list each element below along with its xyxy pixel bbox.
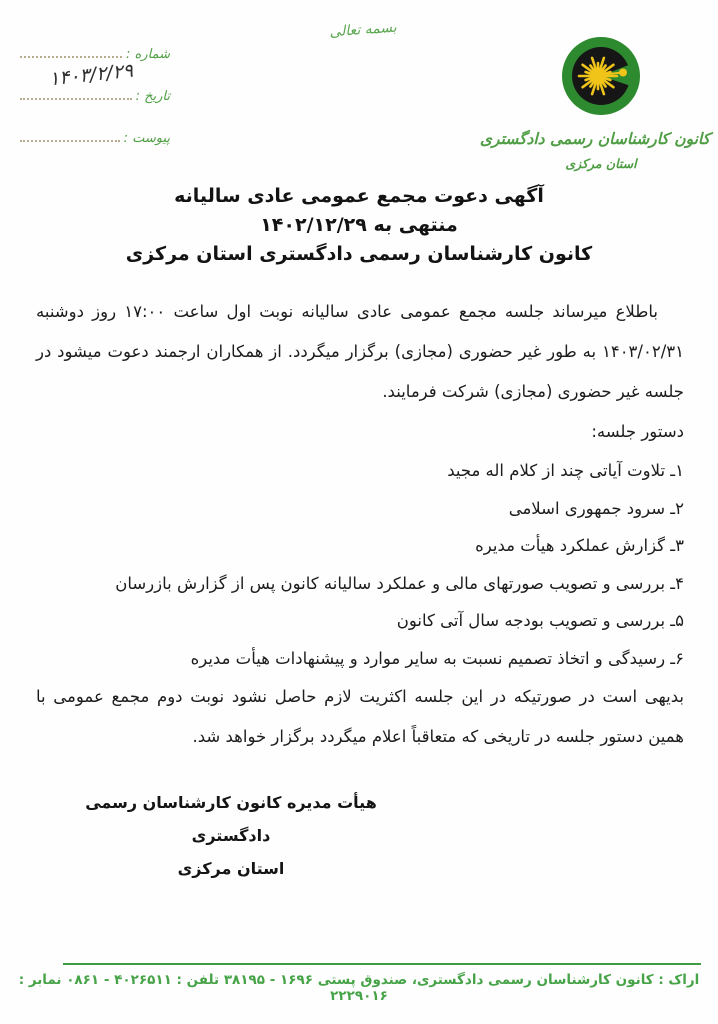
agenda-item: ۶ـ رسیدگی و اتخاذ تصمیم نسبت به سایر موارد و پیشنهادات هیأت مدیره [190, 648, 684, 668]
ref-attachment-dotted-line [20, 140, 120, 142]
ref-attachment-label: پیوست : [123, 131, 170, 146]
agenda-heading: دستور جلسه: [591, 422, 684, 441]
letter-body [36, 292, 684, 757]
closing-paragraph: بدیهی است در صورتیکه در این جلسه اکثریت لازم حاصل نشود نوبت دوم مجمع عمومی با همین دستور جلسه در تاریخی که متعاقباً اعلام میگردد برگزار خواهد شد. [36, 687, 684, 746]
signature-block [48, 786, 414, 885]
signature-line-2: استان مرکزی [177, 859, 285, 878]
logo-province: استان مرکزی [565, 156, 637, 171]
ref-attachment-row [20, 124, 172, 146]
reference-fields [20, 40, 172, 166]
title-line-3: کانون کارشناسان رسمی دادگستری استان مرکزی [125, 243, 593, 265]
letterhead-logo-block [479, 36, 710, 171]
footer-divider [63, 963, 701, 965]
agenda-item: ۲ـ سرود جمهوری اسلامی [508, 498, 684, 518]
logo-org-name: کانون کارشناسان رسمی دادگستری [479, 130, 710, 148]
handwritten-date: ۱۴۰۳/۲/۲۹ [47, 59, 135, 91]
bismillah-text: بسمه تعالی [328, 19, 398, 41]
sunburst-logo-icon [561, 36, 641, 116]
agenda-item: ۳ـ گزارش عملکرد هیأت مدیره [475, 536, 684, 555]
agenda-item: ۵ـ بررسی و تصویب بودجه سال آتی کانون [396, 611, 684, 630]
title-line-2: منتهی به ۱۴۰۲/۱۲/۲۹ [260, 214, 458, 236]
opening-paragraph: باطلاع میرساند جلسه مجمع عمومی عادی سالیانه نوبت اول ساعت ۱۷:۰۰ روز دوشنبه ۱۴۰۳/۰۲/۳۱ به طور غیر حضوری (مجازی) برگزار میگردد. از همکاران ارجمند دعوت میشود در جلسه غیر حضوری (مجازی) شرکت فرمایند. [36, 302, 684, 401]
agenda-item: ۱ـ تلاوت آیاتی چند از کلام اله مجید [447, 461, 684, 480]
signature-line-1: هیأت مدیره کانون کارشناسان رسمی دادگستری [85, 793, 377, 845]
ref-number-label: شماره : [126, 47, 170, 62]
notice-title [0, 182, 718, 269]
title-line-1: آگهی دعوت مجمع عمومی عادی سالیانه [174, 185, 544, 207]
ref-date-dotted-line [20, 98, 132, 100]
ref-date-label: تاریخ : [135, 89, 170, 104]
footer-contact-line: اراک : کانون کارشناسان رسمی دادگستری، صندوق پستی ۱۶۹۶ - ۳۸۱۹۵ تلفن : ۴۰۲۶۵۱۱ - ۰۸۶۱ نمابر : ۲۲۲۹۰۱۶ [18, 972, 700, 1004]
ref-number-dotted-line [20, 56, 122, 58]
agenda-item: ۴ـ بررسی و تصویب صورتهای مالی و عملکرد سالیانه کانون پس از گزارش بازرسان [115, 573, 684, 593]
